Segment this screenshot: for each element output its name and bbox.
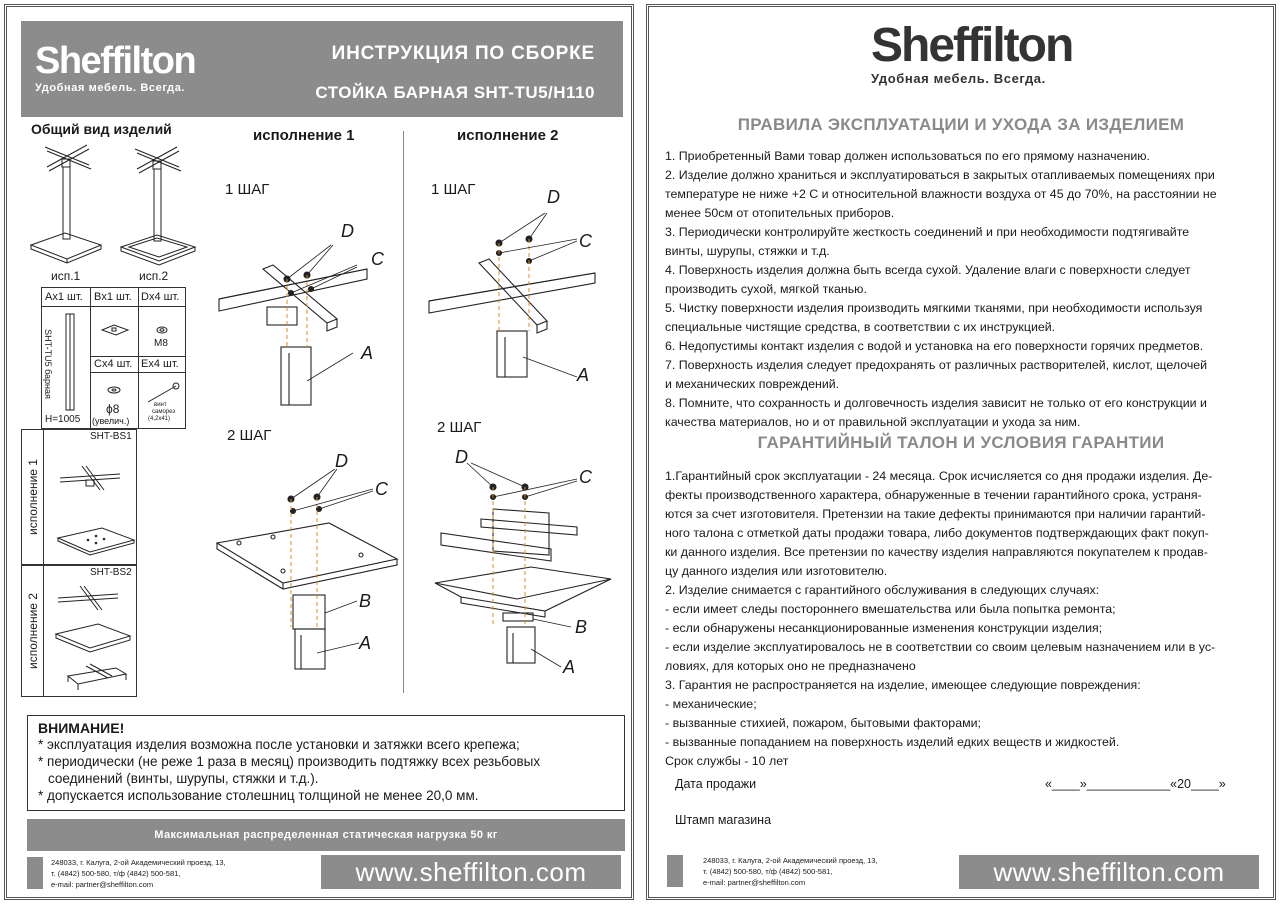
part-b-count: Bx1 шт. xyxy=(94,291,132,303)
footer-address-line-1: 248033, г. Калуга, 2-ой Академический проезд, 13, xyxy=(51,858,226,867)
warranty-line: ются за счет изготовителя. Претензии на такие дефекты принимаются при наличии гарантий- xyxy=(665,507,1206,521)
rules-line: винты, шурупы, стяжки и т.д. xyxy=(665,244,830,258)
warranty-line: 2. Изделие снимается с гарантийного обслуживания в следующих случаях: xyxy=(665,583,1100,597)
execution-2-drawing xyxy=(46,578,138,698)
logo-tagline-right: Удобная мебель. Всегда. xyxy=(871,71,1046,86)
rules-line: производить сухой, мягкой тканью. xyxy=(665,282,867,296)
attention-box xyxy=(27,715,625,811)
warranty-line: - механические; xyxy=(665,697,757,711)
overview-drawing xyxy=(17,137,207,287)
rules-line: и механических повреждений. xyxy=(665,377,840,391)
rules-line: 5. Чистку поверхности изделия производить мягкими тканями, при необходимости используя xyxy=(665,301,1203,315)
column-title-variant-1: исполнение 1 xyxy=(253,127,355,144)
footer-website-right[interactable]: www.sheffilton.com xyxy=(959,855,1259,889)
rules-title: ПРАВИЛА ЭКСПЛУАТАЦИИ И УХОДА ЗА ИЗДЕЛИЕМ xyxy=(737,115,1185,134)
warranty-line: ки данного изделия. Все претензии по качеству изделия направляются покупателем к продав- xyxy=(665,545,1208,559)
variant-2-label: исп.2 xyxy=(139,269,169,283)
rules-line: 4. Поверхность изделия должна быть всегда сухой. Удаление влаги с поверхности следует xyxy=(665,263,1191,277)
rules-line: 7. Поверхность изделия следует предохранять от различных растворителей, кислот, щелочей xyxy=(665,358,1208,372)
logo-tagline: Удобная мебель. Всегда. xyxy=(35,82,186,94)
footer-address-right-line-2: т. (4842) 500-580, т/ф (4842) 500-581, xyxy=(703,867,833,876)
parts-table xyxy=(41,287,186,429)
column-title-variant-2: исполнение 2 xyxy=(457,127,559,144)
column-divider xyxy=(403,131,404,693)
warranty-list xyxy=(665,467,1259,771)
logo-wordmark-right: Sheffilton xyxy=(871,19,1073,72)
part-c-count: Cx4 шт. xyxy=(94,358,133,370)
part-d-size: M8 xyxy=(154,338,168,349)
attention-title: ВНИМАНИЕ! xyxy=(38,720,125,736)
step-1-label-variant-1: 1 ШАГ xyxy=(225,181,270,198)
brand-logo xyxy=(35,41,195,94)
part-e-count: Ex4 шт. xyxy=(141,358,179,370)
warranty-line: - если обнаружены несанкционированные изменения конструкции изделия; xyxy=(665,621,1103,635)
step-1-variant-2-drawing xyxy=(417,203,627,393)
label-a-s2v1: A xyxy=(359,633,372,653)
warranty-line: - если имеет следы постороннего вмешательства или была попытка ремонта; xyxy=(665,602,1116,616)
label-c-s2v2: C xyxy=(579,467,592,487)
footer-address-right xyxy=(703,855,878,888)
footer-square xyxy=(27,857,43,889)
stamp-label: Штамп магазина xyxy=(675,813,772,827)
attention-line-4: * допускается использование столешниц толщиной не менее 20,0 мм. xyxy=(38,788,479,803)
document-title: ИНСТРУКЦИЯ ПО СБОРКЕ xyxy=(331,43,595,64)
footer-address-line-2: т. (4842) 500-580, т/ф (4842) 500-581, xyxy=(51,869,181,878)
warranty-line: ного талона с отметкой даты продажи товара, либо документов подтверждающих факт покуп- xyxy=(665,526,1209,540)
footer-website[interactable]: www.sheffilton.com xyxy=(321,855,621,889)
part-e-name-1: винт xyxy=(154,402,167,408)
brand-logo-right xyxy=(871,19,1072,86)
execution-2-code: SHT-BS2 xyxy=(90,567,132,578)
label-a-s1v1: A xyxy=(361,343,374,363)
part-d-count: Dx4 шт. xyxy=(141,291,180,303)
execution-1-side-label: исполнение 1 xyxy=(25,459,40,535)
part-e-name-2: саморез xyxy=(152,409,176,415)
footer-address-line-3: e-mail: partner@sheffilton.com xyxy=(51,880,154,889)
part-c-diameter: ϕ8 xyxy=(106,402,120,416)
attention-line-1: * эксплуатация изделия возможна после установки и затяжки всего крепежа; xyxy=(38,737,520,752)
step-1-variant-1-drawing xyxy=(207,207,403,417)
sale-date-label: Дата продажи xyxy=(675,777,757,791)
header-banner xyxy=(21,21,623,117)
warranty-line: Срок службы - 10 лет xyxy=(665,754,789,768)
footer-address-right-line-1: 248033, г. Калуга, 2-ой Академический проезд, 13, xyxy=(703,856,878,865)
label-a-s2v2: A xyxy=(563,657,576,677)
execution-2-side-label: исполнение 2 xyxy=(25,593,40,669)
logo-wordmark: Sheffilton xyxy=(35,40,196,82)
care-and-warranty-page xyxy=(646,4,1276,900)
rules-line: 8. Помните, что сохранность и долговечность изделия зависит не только от его конструкции и xyxy=(665,396,1207,410)
overview-title: Общий вид изделий xyxy=(31,121,172,137)
footer-address-right-line-3: e-mail: partner@sheffilton.com xyxy=(703,878,806,887)
execution-1-drawing xyxy=(46,444,138,564)
execution-1-side xyxy=(22,430,44,564)
part-a-height: H=1005 xyxy=(45,414,81,425)
rules-line: 2. Изделие должно храниться и эксплуатироваться в закрытых отапливаемых помещениях при xyxy=(665,168,1215,182)
variant-1-label: исп.1 xyxy=(51,269,81,283)
label-a-s1v2: A xyxy=(577,365,590,385)
rules-list xyxy=(665,147,1259,432)
rules-line: 3. Периодически контролируйте жесткость соединений и при необходимости подтягивайте xyxy=(665,225,1190,239)
warranty-title: ГАРАНТИЙНЫЙ ТАЛОН И УСЛОВИЯ ГАРАНТИИ xyxy=(757,433,1165,452)
warranty-line: - если изделие эксплуатировалось не в соответствии со своим целевым назначением или в ус- xyxy=(665,640,1216,654)
attention-line-2: * периодически (не реже 1 раза в месяц) производить подтяжку всех резьбовых xyxy=(38,754,541,769)
rules-line: температуре не ниже +2 С и относительной влажности воздуха от 45 до 70%, на расстоянии не xyxy=(665,187,1217,201)
label-d-s1v1: D xyxy=(341,221,354,241)
warranty-line: - вызванные попаданием на поверхность изделий едких веществ и жидкостей. xyxy=(665,735,1120,749)
part-c-enlarged: (увелич.) xyxy=(92,416,130,426)
rules-line: 6. Недопустимы контакт изделия с водой и установка на его поверхности горячих предметов. xyxy=(665,339,1204,353)
max-load-banner: Максимальная распределенная статическая нагрузка 50 кг xyxy=(27,819,625,851)
footer-address xyxy=(51,857,226,890)
label-c-s1v1: C xyxy=(371,249,384,269)
label-c-s2v1: C xyxy=(375,479,388,499)
rules-line: менее 50см от отопительных приборов. xyxy=(665,206,895,220)
attention-line-3: соединений (винты, шурупы, стяжки и т.д.). xyxy=(48,771,319,786)
step-2-variant-2-drawing xyxy=(421,443,627,683)
warranty-line: фекты производственного характера, обнаруженные в течении гарантийного срока, устраня- xyxy=(665,488,1202,502)
rules-line: 1. Приобретенный Вами товар должен использоваться по его прямому назначению. xyxy=(665,149,1150,163)
warranty-line: - вызванные стихией, пожаром, бытовыми факторами; xyxy=(665,716,981,730)
step-2-label-variant-1: 2 ШАГ xyxy=(227,427,272,444)
product-title: СТОЙКА БАРНАЯ SHT-TU5/H110 xyxy=(315,83,595,102)
warranty-line: 1.Гарантийный срок эксплуатации - 24 месяца. Срок исчисляется со дня продажи изделия. Де- xyxy=(665,469,1213,483)
step-2-label-variant-2: 2 ШАГ xyxy=(437,419,482,436)
part-a-vertical-label: SHT-TU5 барная xyxy=(43,329,53,399)
warranty-line: 3. Гарантия не распространяется на изделие, имеющее следующие повреждения: xyxy=(665,678,1141,692)
assembly-instructions-page xyxy=(4,4,634,900)
rules-line: качества материалов, но и от правильной эксплуатации и ухода за ним. xyxy=(665,415,1081,429)
label-b-s2v1: B xyxy=(359,591,372,611)
label-d-s1v2: D xyxy=(547,187,560,207)
execution-2-box xyxy=(21,565,137,697)
part-e-size: (4,2x41) xyxy=(148,416,171,422)
label-c-s1v2: C xyxy=(579,231,592,251)
step-1-label-variant-2: 1 ШАГ xyxy=(431,181,476,198)
label-d-s2v1: D xyxy=(335,451,348,471)
sale-date-field: «____»____________«20____» xyxy=(1045,777,1226,791)
rules-line: специальные чистящие средства, в соответствии с их инструкцией. xyxy=(665,320,1056,334)
execution-1-box xyxy=(21,429,137,565)
warranty-line: ловиях, для которых оно не предназначено xyxy=(665,659,916,673)
execution-2-side xyxy=(22,566,44,696)
warranty-line: цу данного изделия или изготовителю. xyxy=(665,564,888,578)
label-d-s2v2: D xyxy=(455,447,468,467)
part-a-count: Ax1 шт. xyxy=(45,291,83,303)
footer-square-right xyxy=(667,855,683,887)
execution-1-code: SHT-BS1 xyxy=(90,431,132,442)
label-b-s2v2: B xyxy=(575,617,588,637)
